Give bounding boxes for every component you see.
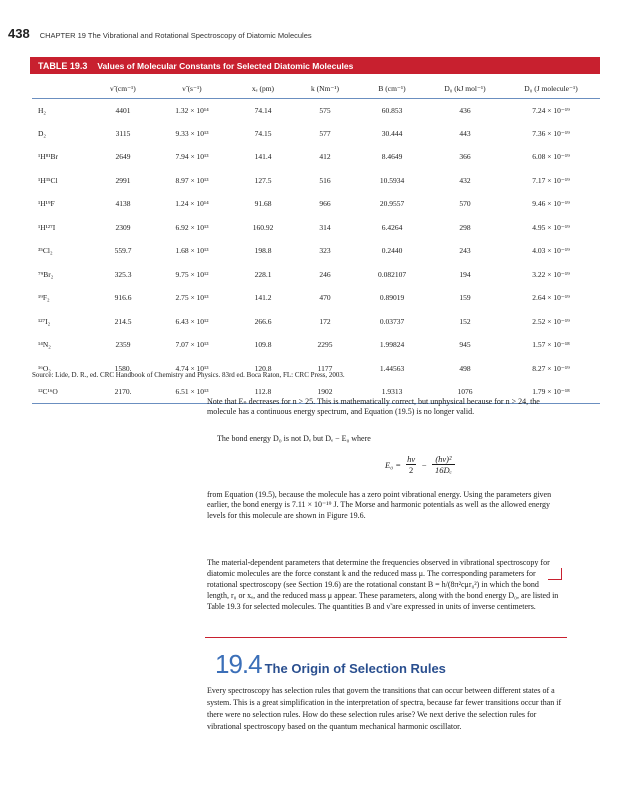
column-header: D₀ (J molecule⁻¹) [524, 84, 578, 94]
value-cell: 7.24 × 10⁻¹⁹ [532, 105, 570, 115]
value-cell: 74.15 [254, 128, 272, 138]
value-cell: 4.74 × 10¹³ [175, 363, 209, 373]
molecule-cell: ¹⁹F₂ [38, 293, 50, 303]
value-cell: 2.52 × 10⁻¹⁹ [532, 316, 570, 326]
value-cell: 7.94 × 10¹³ [175, 152, 209, 162]
column-header: ν̃ (cm⁻¹) [110, 84, 136, 94]
value-cell: 2309 [115, 222, 131, 232]
value-cell: 1902 [317, 387, 333, 396]
value-cell: 575 [319, 105, 331, 115]
table-label: TABLE 19.3 [38, 60, 88, 71]
column-header: D₀ (kJ mol⁻¹) [444, 84, 486, 94]
table-row [32, 239, 600, 263]
section-title: The Origin of Selection Rules [264, 661, 446, 676]
table-row [32, 122, 600, 146]
formula-fraction-1 [406, 454, 416, 475]
value-cell: 366 [459, 152, 471, 162]
molecule-cell: ⁷⁹Br₂ [38, 269, 54, 279]
molecule-cell: ¹H⁸¹Br [38, 152, 59, 162]
zero-point-energy-formula [385, 454, 460, 475]
value-cell: 945 [459, 340, 471, 350]
value-cell: 498 [459, 363, 471, 373]
value-cell: 243 [459, 246, 471, 256]
value-cell: 570 [459, 199, 471, 209]
value-cell: 6.43 × 10¹² [175, 316, 209, 326]
formula-denominator-2: 16Dₑ [432, 464, 455, 475]
molecule-cell: ¹²C¹⁶O [38, 387, 58, 396]
value-cell: 2295 [317, 340, 333, 350]
value-cell: 20.9557 [379, 199, 405, 209]
molecule-cell: ³⁵Cl₂ [38, 246, 53, 256]
value-cell: 1177 [317, 363, 333, 373]
table-source-note: Source: Lide, D. R., ed. CRC Handbook of Chemistry and Physics. 83rd ed. Boca Raton, FL: CRC Press, 2003. [32, 371, 345, 379]
molecule-cell: ¹⁶O₂ [38, 363, 51, 373]
table-row [32, 333, 600, 357]
value-cell: 2.64 × 10⁻¹⁹ [532, 293, 570, 303]
molecule-cell: D₂ [38, 128, 47, 138]
value-cell: 6.08 × 10⁻¹⁹ [532, 152, 570, 162]
value-cell: 314 [319, 222, 331, 232]
value-cell: 323 [319, 246, 331, 256]
value-cell: 120.8 [254, 363, 272, 373]
value-cell: 470 [319, 293, 331, 303]
value-cell: 4401 [115, 105, 131, 115]
value-cell: 10.5934 [379, 175, 405, 185]
value-cell: 412 [319, 152, 331, 162]
value-cell: 443 [459, 128, 471, 138]
value-cell: 3115 [115, 128, 131, 138]
value-cell: 2.75 × 10¹³ [175, 293, 209, 303]
value-cell: 246 [319, 269, 331, 279]
table-caption: Values of Molecular Constants for Selected Diatomic Molecules [97, 60, 354, 71]
value-cell: 4138 [115, 199, 131, 209]
formula-denominator-1: 2 [406, 464, 416, 475]
value-cell: 4.95 × 10⁻¹⁹ [532, 222, 570, 232]
formula-fraction-2 [432, 454, 455, 475]
value-cell: 1.79 × 10⁻¹⁸ [532, 387, 570, 396]
value-cell: 1.44563 [379, 363, 405, 373]
value-cell: 141.4 [254, 152, 272, 162]
table-title-bar [30, 57, 600, 74]
table-row [32, 192, 600, 216]
value-cell: 1.24 × 10¹⁴ [175, 199, 209, 209]
page-header [8, 26, 312, 41]
value-cell: 516 [319, 175, 331, 185]
value-cell: 8.27 × 10⁻¹⁹ [532, 363, 570, 373]
table-row [32, 263, 600, 287]
value-cell: 436 [459, 105, 471, 115]
column-header: ν̃ (s⁻¹) [182, 84, 202, 94]
value-cell: 172 [319, 316, 331, 326]
value-cell: 559.7 [114, 246, 132, 256]
value-cell: 112.8 [254, 387, 272, 396]
value-cell: 966 [319, 199, 331, 209]
table-row [32, 145, 600, 169]
table-header-row [32, 80, 600, 98]
column-header: k (Nm⁻¹) [310, 84, 340, 94]
value-cell: 127.5 [254, 175, 272, 185]
value-cell: 1.68 × 10¹³ [175, 246, 209, 256]
column-header: B (cm⁻¹) [378, 84, 406, 94]
value-cell: 1.57 × 10⁻¹⁸ [532, 340, 570, 350]
table-row [32, 169, 600, 193]
section-number: 19.4 [215, 649, 262, 679]
value-cell: 109.8 [254, 340, 272, 350]
value-cell: 1.9313 [381, 387, 403, 396]
molecule-cell: ¹⁴N₂ [38, 340, 51, 350]
paragraph-note: Note that Eₙ decreases for n > 25. This is mathematically correct, but unphysical because for n > 24, the molecule has a continuous energy spectrum, and Equation (19.5) is no longer valid. [207, 397, 540, 417]
value-cell: 1076 [457, 387, 473, 396]
value-cell: 9.46 × 10⁻¹⁹ [532, 199, 570, 209]
molecule-cell: H₂ [38, 105, 47, 115]
value-cell: 141.2 [254, 293, 272, 303]
molecule-cell: ¹H¹⁹F [38, 199, 55, 209]
column-header: xₑ (pm) [251, 84, 275, 94]
formula-minus: − [421, 459, 428, 470]
value-cell: 7.36 × 10⁻¹⁹ [532, 128, 570, 138]
value-cell: 214.5 [114, 316, 132, 326]
paragraph-parameters: The material-dependent parameters that determine the frequencies observed in vibrational spectroscopy for diatomic molecules are the force constant k and the reduced mass μ. The corresponding parameters for rotational spectroscopy (see Section 19.6) are the rotational constant B = h/(8π²cμr₀²) in which the bond length, r₀ or xₑ, and the reduced mass μ appear. These parameters, along with the bond energy D₀, are listed in Table 19.3 for selected molecules. The quantities B and ν̃ are expressed in units of inverse centimeters. [207, 558, 559, 611]
paragraph-selection-rules: Every spectroscopy has selection rules that govern the transitions that can occur between different states of a system. This is a great simplification in the interpretation of spectra, because far fewer transitions occur than if there were no selection rules. How do these selection rules arise? We next derive the selection rules for vibrational spectroscopy based on the quantum mechanical harmonic oscillator. [207, 686, 562, 731]
value-cell: 9.75 × 10¹² [175, 269, 209, 279]
formula-lhs: E₀ = [385, 459, 402, 470]
molecule-cell: ¹²⁷I₂ [38, 316, 51, 326]
value-cell: 0.03737 [379, 316, 405, 326]
value-cell: 60.853 [381, 105, 403, 115]
value-cell: 6.51 × 10¹³ [175, 387, 209, 396]
value-cell: 916.6 [114, 293, 132, 303]
table-row [32, 310, 600, 334]
column-header [32, 80, 94, 98]
molecular-constants-table [32, 80, 600, 404]
value-cell: 0.2440 [381, 246, 403, 256]
value-cell: 3.22 × 10⁻¹⁹ [532, 269, 570, 279]
value-cell: 1.99824 [379, 340, 405, 350]
molecule-cell: ¹H¹²⁷I [38, 222, 56, 232]
paragraph-zero-point: from Equation (19.5), because the molecule has a zero point vibrational energy. Using the parameters given earlier, the bond energy is 7.11 × 10⁻¹⁹ J. The Morse and harmonic potentials as well as the allowed energy levels for this molecule are shown in Figure 19.6. [207, 490, 552, 520]
value-cell: 6.92 × 10¹³ [175, 222, 209, 232]
section-heading [215, 649, 446, 680]
value-cell: 152 [459, 316, 471, 326]
molecule-cell: ¹H³⁵Cl [38, 175, 58, 185]
value-cell: 1580. [114, 363, 132, 373]
formula-numerator-1: hν [407, 454, 416, 464]
value-cell: 2359 [115, 340, 131, 350]
value-cell: 577 [319, 128, 331, 138]
table-row [32, 286, 600, 310]
value-cell: 159 [459, 293, 471, 303]
value-cell: 2170. [114, 387, 132, 396]
value-cell: 194 [459, 269, 471, 279]
value-cell: 30.444 [381, 128, 403, 138]
table-row [32, 216, 600, 240]
page-number: 438 [8, 26, 30, 41]
value-cell: 432 [459, 175, 471, 185]
value-cell: 6.4264 [381, 222, 403, 232]
value-cell: 2991 [115, 175, 131, 185]
value-cell: 0.89019 [379, 293, 405, 303]
value-cell: 1.32 × 10¹⁴ [175, 105, 209, 115]
value-cell: 2649 [115, 152, 131, 162]
value-cell: 8.4649 [381, 152, 403, 162]
value-cell: 325.3 [114, 269, 132, 279]
value-cell: 228.1 [254, 269, 272, 279]
section-divider [205, 637, 567, 638]
value-cell: 298 [459, 222, 471, 232]
value-cell: 4.03 × 10⁻¹⁹ [532, 246, 570, 256]
value-cell: 9.33 × 10¹³ [175, 128, 209, 138]
value-cell: 7.17 × 10⁻¹⁹ [532, 175, 570, 185]
value-cell: 0.082107 [377, 269, 407, 279]
value-cell: 7.07 × 10¹³ [175, 340, 209, 350]
table-row [32, 98, 600, 122]
table-body [32, 98, 600, 404]
chapter-title: CHAPTER 19 The Vibrational and Rotational Spectroscopy of Diatomic Molecules [39, 31, 312, 40]
value-cell: 160.92 [252, 222, 274, 232]
value-cell: 74.14 [254, 105, 272, 115]
value-cell: 198.8 [254, 246, 272, 256]
value-cell: 266.6 [254, 316, 272, 326]
formula-numerator-2: (hν)² [435, 454, 452, 464]
value-cell: 91.68 [254, 199, 272, 209]
paragraph-bond-energy: The bond energy D₀ is not Dₑ but Dₑ − E₀ where [217, 434, 371, 443]
value-cell: 8.97 × 10¹³ [175, 175, 209, 185]
